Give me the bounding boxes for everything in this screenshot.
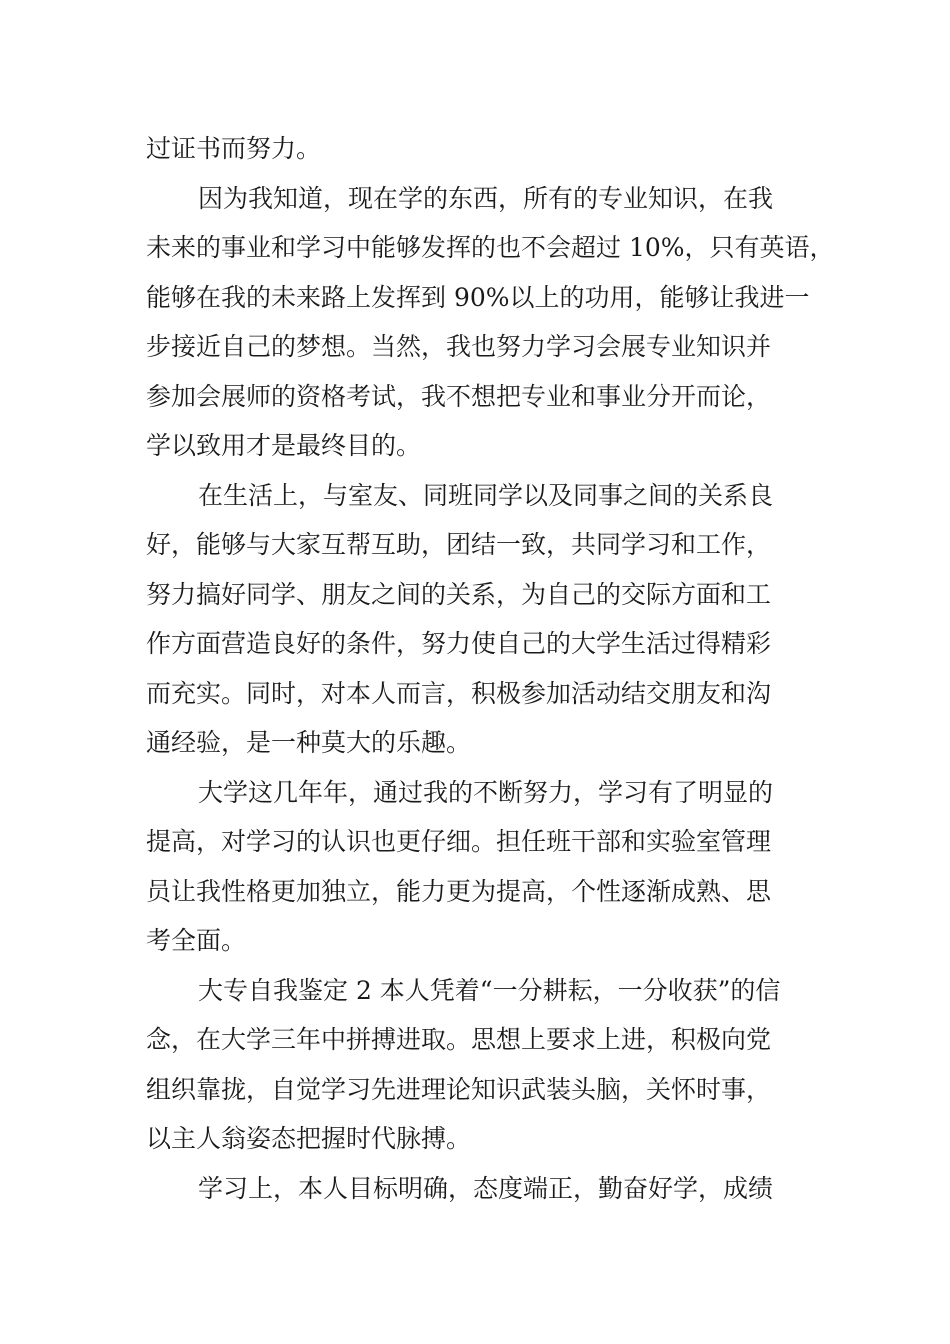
body-text <box>146 124 835 1213</box>
text-line: 步接近自己的梦想。当然，我也努力学习会展专业知识并 <box>146 332 772 361</box>
paragraph-first-line: 大专自我鉴定 2 本人凭着“一分耕耘，一分收获”的信 <box>198 975 781 1005</box>
text-line: 考全面。 <box>146 926 247 955</box>
paragraph-first-line: 大学这几年年，通过我的不断努力，学习有了明显的 <box>198 777 774 807</box>
text-line: 好，能够与大家互帮互助，团结一致，共同学习和工作， <box>146 530 772 559</box>
text-line: 作方面营造良好的条件，努力使自己的大学生活过得精彩 <box>146 629 772 658</box>
text-line: 努力搞好同学、朋友之间的关系，为自己的交际方面和工 <box>146 579 772 609</box>
text-line: 通经验，是一种莫大的乐趣。 <box>146 728 472 757</box>
paragraph-first-line: 因为我知道，现在学的东西，所有的专业知识，在我 <box>198 183 774 213</box>
paragraph-first-line: 学习上，本人目标明确，态度端正，勤奋好学，成绩 <box>198 1173 774 1203</box>
text-line: 未来的事业和学习中能够发挥的也不会超过 10%，只有英语， <box>146 233 835 262</box>
text-line: 组织靠拢，自觉学习先进理论知识武装头脑，关怀时事， <box>146 1074 772 1104</box>
text-line: 提高，对学习的认识也更仔细。担任班干部和实验室管理 <box>146 827 772 856</box>
paragraph-first-line: 在生活上，与室友、同班同学以及同事之间的关系良 <box>198 480 774 510</box>
text-line: 学以致用才是最终目的。 <box>146 431 422 460</box>
text-line: 以主人翁姿态把握时代脉搏。 <box>146 1124 472 1153</box>
text-line: 念，在大学三年中拼搏进取。思想上要求上进，积极向党 <box>146 1025 772 1054</box>
text-line: 能够在我的未来路上发挥到 90%以上的功用，能够让我进一 <box>146 282 810 312</box>
text-line: 员让我性格更加独立，能力更为提高，个性逐渐成熟、思 <box>146 876 772 906</box>
text-line: 过证书而努力。 <box>146 134 322 163</box>
text-line: 而充实。同时，对本人而言，积极参加活动结交朋友和沟 <box>146 678 772 708</box>
text-line: 参加会展师的资格考试，我不想把专业和事业分开而论， <box>146 381 772 411</box>
